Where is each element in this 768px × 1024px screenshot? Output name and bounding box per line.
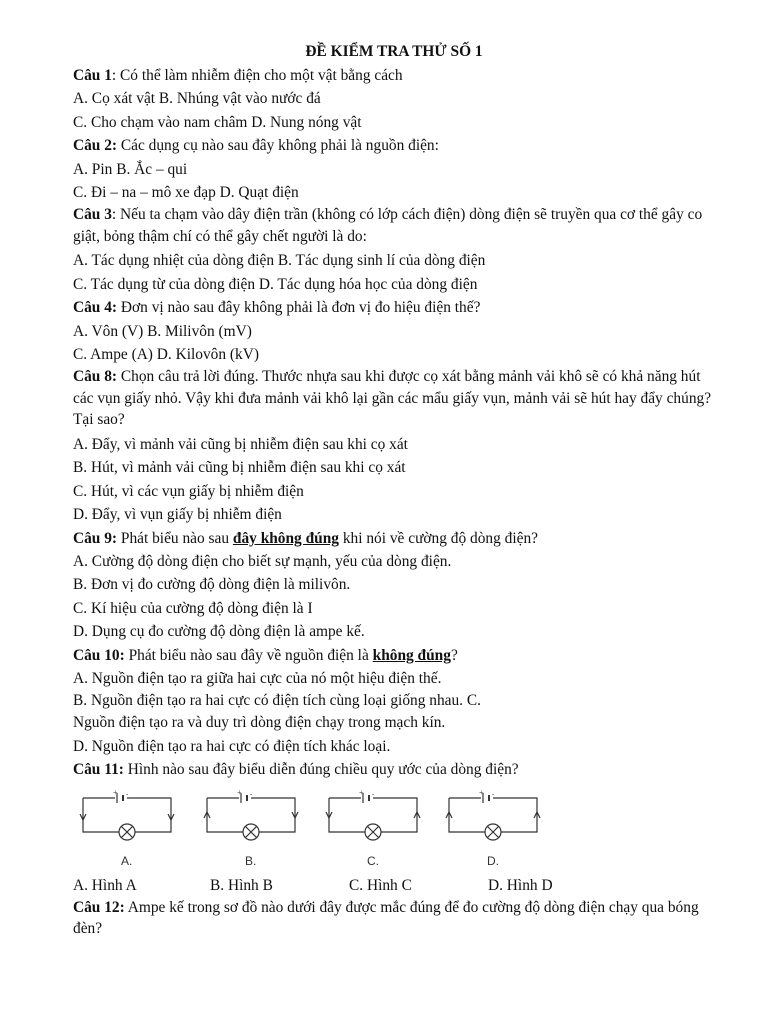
question-12 bbox=[73, 897, 713, 940]
question-8 bbox=[73, 366, 713, 431]
svg-text:+: + bbox=[237, 787, 242, 797]
question-label: Câu 4: bbox=[73, 299, 118, 317]
svg-text:+: + bbox=[479, 787, 484, 797]
question-4 bbox=[73, 296, 723, 319]
page-title: ĐỀ KIỂM TRA THỬ SỐ 1 bbox=[305, 43, 483, 60]
question-label: Câu 1 bbox=[73, 67, 112, 84]
svg-text:+: + bbox=[113, 787, 118, 797]
question-label: Câu 2: bbox=[73, 137, 118, 155]
question-text: : Nếu ta chạm vào dây điện trần (không có lớp cách điện) dòng điện sẽ truyền qua cơ thể gây co giật, bỏng thậm chí có thể gây chết người là do: bbox=[73, 206, 703, 245]
answer-option-d: D. Đẩy, vì vụn giấy bị nhiễm điện bbox=[73, 506, 282, 524]
question-label: Câu 9: bbox=[73, 529, 118, 547]
answer-options: A. Tác dụng nhiệt của dòng điện B. Tác dụng sinh lí của dòng điện bbox=[73, 252, 486, 270]
question-text: ? bbox=[450, 646, 458, 664]
answer-option-b: B. Hút, vì mảnh vải cũng bị nhiễm điện sau khi cọ xát bbox=[73, 459, 406, 477]
figure-label: D. bbox=[487, 853, 499, 868]
svg-text:-: - bbox=[250, 789, 253, 798]
question-text: khi nói về cường độ dòng điện? bbox=[338, 529, 538, 547]
answer-options: A. Cọ xát vật B. Nhúng vật vào nước đá bbox=[73, 90, 321, 108]
answer-option-a: A. Nguồn điện tạo ra giữa hai cực của nó một hiệu điện thế. bbox=[73, 670, 442, 688]
question-label: Câu 8: bbox=[73, 368, 118, 386]
question-text: Đơn vị nào sau đây không phải là đơn vị đo hiệu điện thế? bbox=[117, 299, 481, 317]
svg-text:-: - bbox=[126, 789, 129, 798]
question-11 bbox=[73, 758, 723, 781]
emphasis-text: không đúng bbox=[372, 646, 451, 664]
question-label: Câu 10: bbox=[73, 646, 125, 664]
question-text: Phát biểu nào sau đây về nguồn điện là bbox=[124, 646, 373, 664]
answer-option-d: D. Dụng cụ đo cường độ dòng điện là ampe kế. bbox=[73, 623, 365, 641]
svg-text:-: - bbox=[492, 789, 495, 798]
answer-option-c: C. Hút, vì các vụn giấy bị nhiễm điện bbox=[73, 482, 304, 500]
answer-option-d: D. Nguồn điện tạo ra hai cực có điện tích khác loại. bbox=[73, 737, 391, 755]
answer-options: C. Tác dụng từ của dòng điện D. Tác dụng hóa học của dòng điện bbox=[73, 275, 478, 293]
answer-option-c: Nguồn điện tạo ra và duy trì dòng điện chạy trong mạch kín. bbox=[73, 714, 446, 732]
figure-answers bbox=[73, 874, 723, 897]
answer-option-a: A. Đẩy, vì mảnh vải cũng bị nhiễm điện sau khi cọ xát bbox=[73, 435, 408, 453]
figure-label: B. bbox=[245, 853, 257, 868]
exam-page bbox=[73, 40, 723, 942]
answer-option-c: C. Hình C bbox=[349, 876, 412, 894]
question-10 bbox=[73, 644, 723, 667]
question-text: : Có thể làm nhiễm điện cho một vật bằng cách bbox=[111, 67, 403, 84]
circuit-figure-c bbox=[323, 788, 423, 868]
question-text: Ampe kế trong sơ đồ nào dưới đây được mắc đúng để đo cường độ dòng điện chạy qua bóng đèn? bbox=[73, 898, 699, 938]
circuit-figure-b bbox=[201, 788, 301, 868]
question-text: Phát biểu nào sau bbox=[117, 529, 233, 547]
figure-label: C. bbox=[367, 853, 379, 868]
question-label: Câu 11: bbox=[73, 761, 124, 779]
question-text: Các dụng cụ nào sau đây không phải là nguồn điện: bbox=[117, 137, 439, 155]
answer-option-b: B. Hình B bbox=[210, 876, 273, 894]
circuit-figure-d bbox=[443, 788, 543, 868]
question-label: Câu 3 bbox=[73, 206, 112, 224]
circuit-figure-a bbox=[77, 788, 177, 868]
svg-text:+: + bbox=[359, 787, 364, 797]
question-text: Hình nào sau đây biểu diễn đúng chiều quy ước của dòng điện? bbox=[123, 761, 519, 779]
answer-options: C. Cho chạm vào nam châm D. Nung nóng vật bbox=[73, 113, 362, 131]
answer-options: C. Ampe (A) D. Kilovôn (kV) bbox=[73, 346, 259, 364]
answer-option-c: C. Kí hiệu của cường độ dòng điện là I bbox=[73, 599, 313, 617]
svg-text:-: - bbox=[372, 789, 375, 798]
answer-options: C. Đi – na – mô xe đạp D. Quạt điện bbox=[73, 184, 299, 202]
answer-options: A. Vôn (V) B. Milivôn (mV) bbox=[73, 322, 252, 340]
answer-option-d: D. Hình D bbox=[488, 876, 553, 894]
figure-label: A. bbox=[121, 853, 133, 868]
question-2 bbox=[73, 134, 723, 157]
question-label: Câu 12: bbox=[73, 898, 125, 916]
question-3 bbox=[73, 204, 723, 247]
question-1 bbox=[73, 64, 723, 87]
question-9 bbox=[73, 527, 723, 550]
emphasis-text: đây không đúng bbox=[232, 529, 339, 547]
answer-option-b: B. Đơn vị đo cường độ dòng điện là milivôn. bbox=[73, 576, 351, 594]
circuit-figures bbox=[73, 788, 723, 874]
question-text: Chọn câu trả lời đúng. Thước nhựa sau khi được cọ xát bằng mảnh vải khô sẽ có khả năng hút các vụn giấy nhỏ. Vậy khi đưa mảnh vải khô lại gần các mẩu giấy vụn, mảnh vải sẽ hút hay đẩy chúng?Tại sao? bbox=[73, 368, 712, 429]
answer-option-a: A. Cường độ dòng điện cho biết sự mạnh, yếu của dòng điện. bbox=[73, 553, 452, 570]
answer-options: A. Pin B. Ắc – qui bbox=[73, 160, 188, 178]
answer-option-a: A. Hình A bbox=[73, 876, 137, 894]
answer-option-b: B. Nguồn điện tạo ra hai cực có điện tích cùng loại giống nhau. C. bbox=[73, 692, 481, 710]
